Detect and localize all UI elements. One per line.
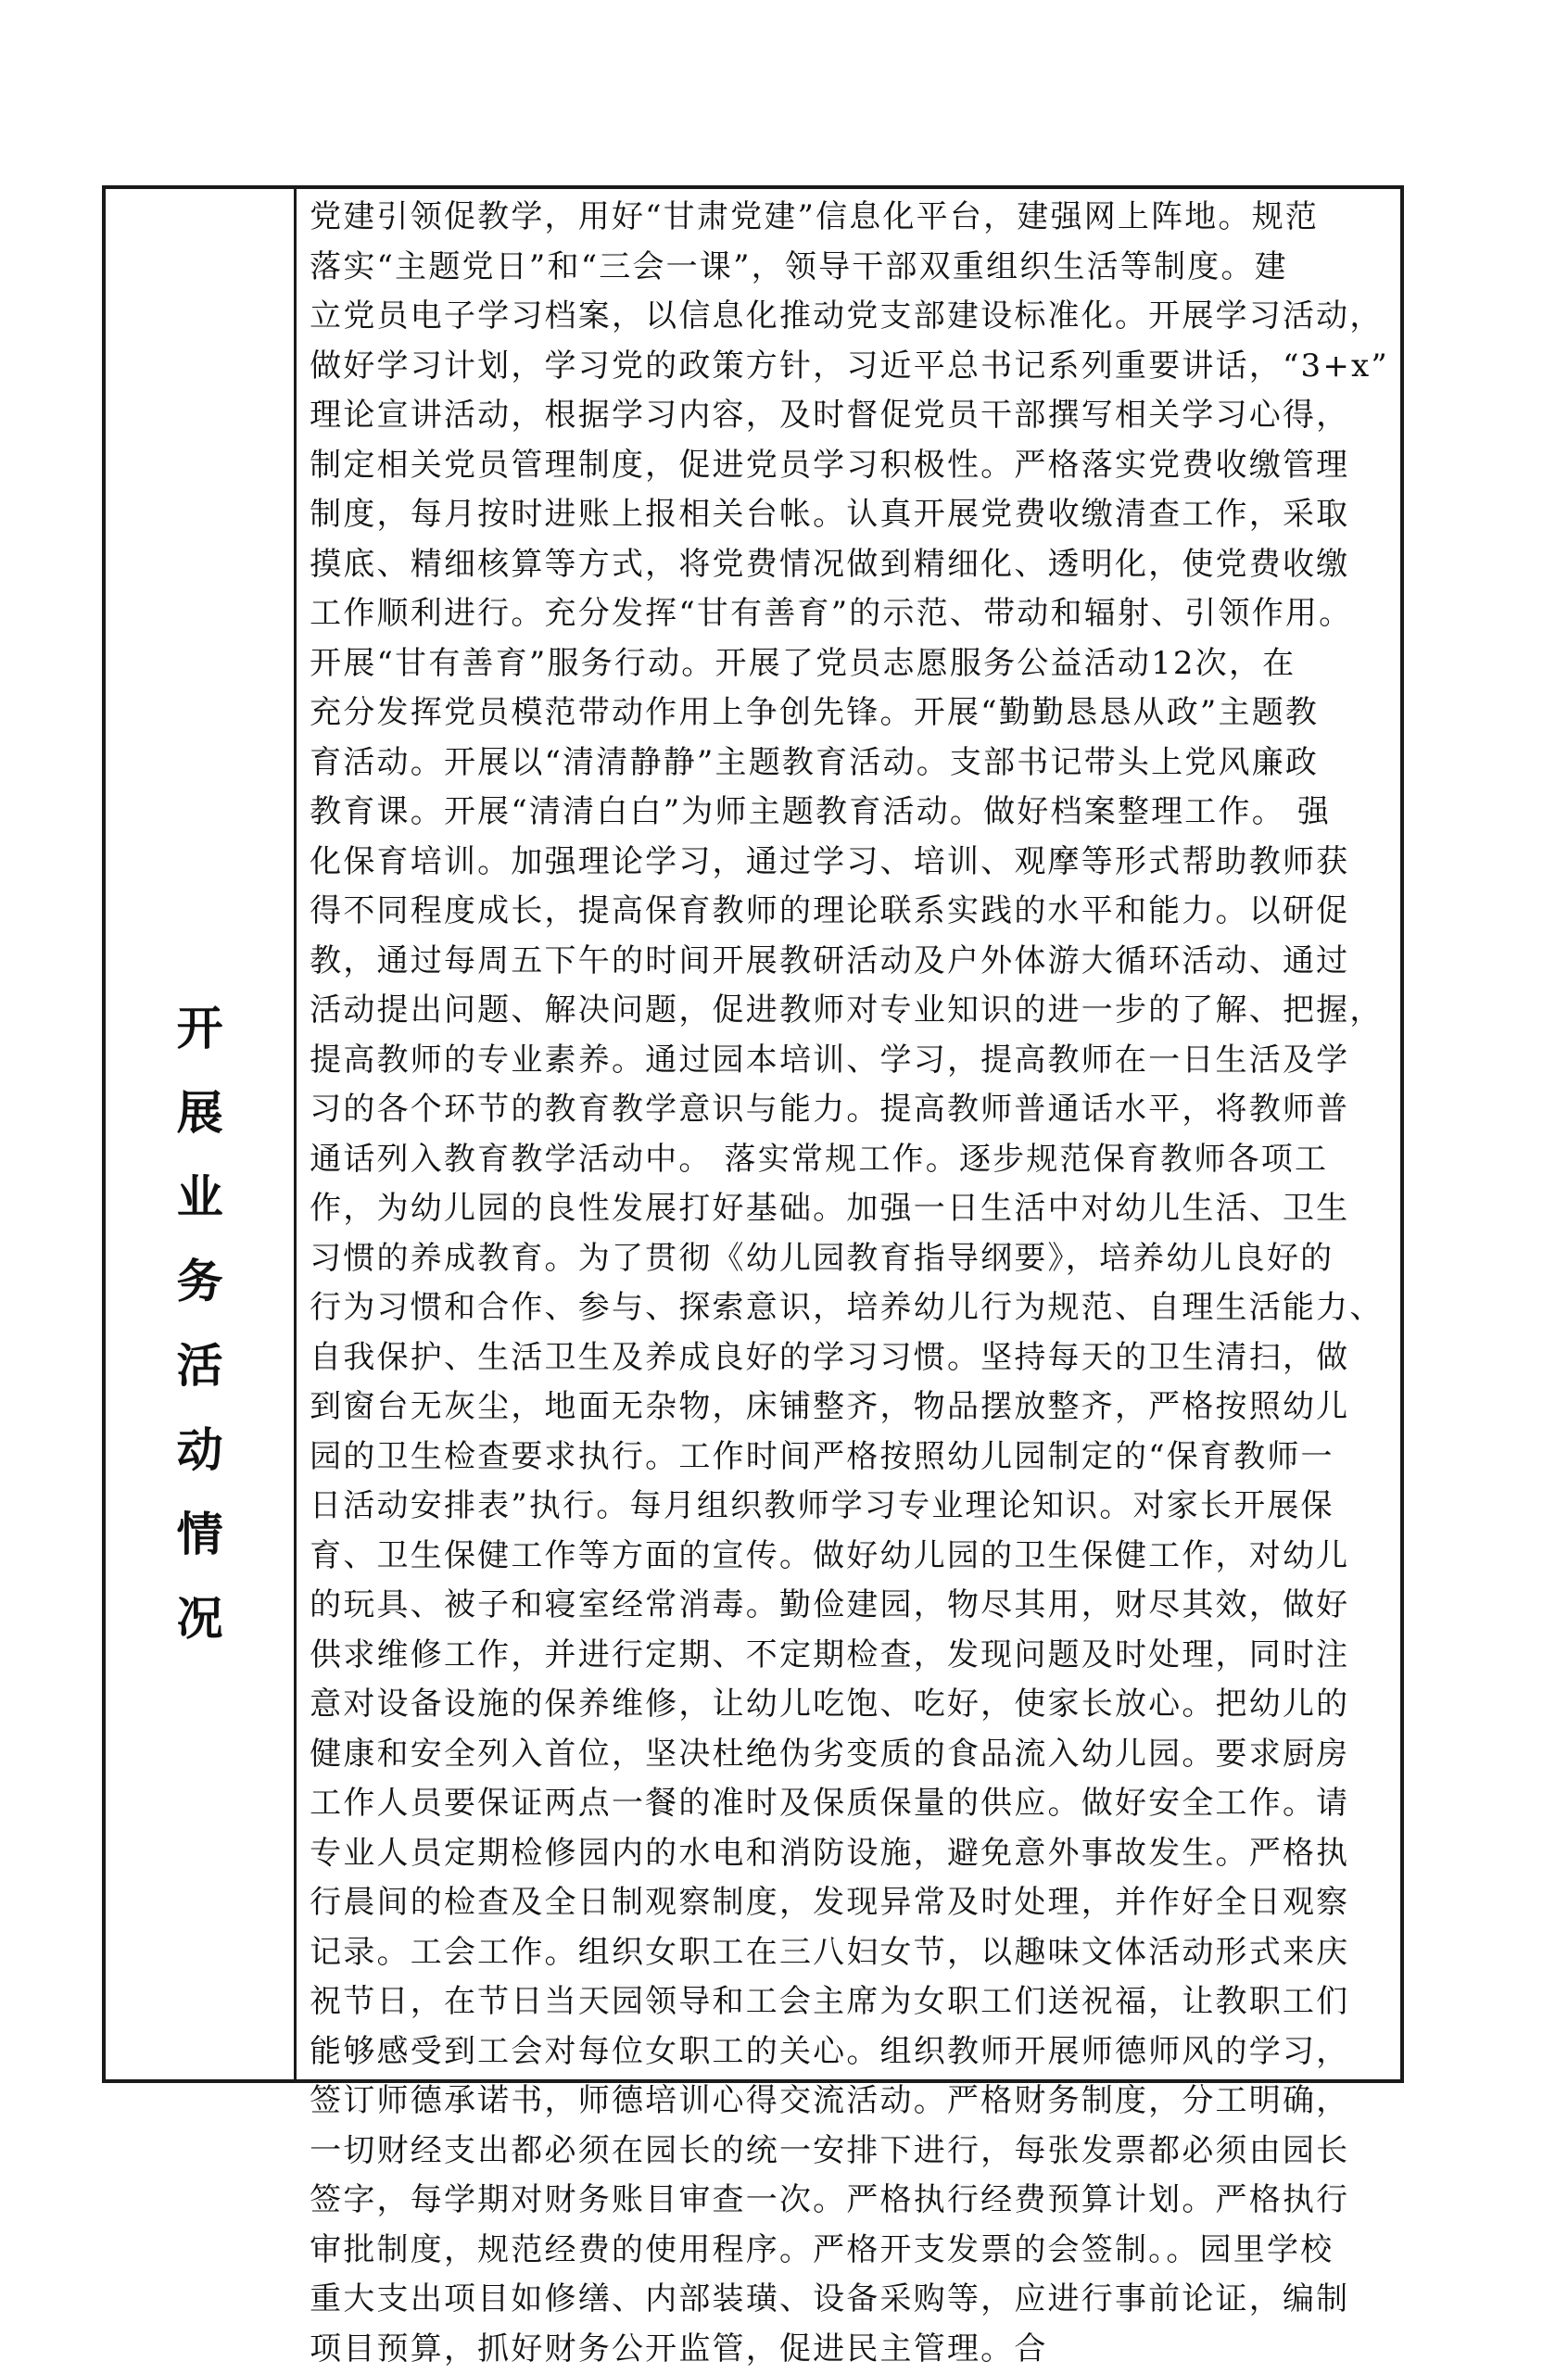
content-line: 作，为幼儿园的良性发展打好基础。加强一日生活中对幼儿生活、卫生 — [310, 1184, 1389, 1234]
content-line: 工作人员要保证两点一餐的准时及保质保量的供应。做好安全工作。请 — [310, 1779, 1389, 1829]
content-line: 祝节日，在节日当天园领导和工会主席为女职工们送祝福，让教职工们 — [310, 1977, 1389, 2027]
content-line: 审批制度，规范经费的使用程序。严格开支发票的会签制。。园里学校 — [310, 2226, 1389, 2276]
content-line: 摸底、精细核算等方式，将党费情况做到精细化、透明化，使党费收缴 — [310, 540, 1389, 590]
content-line: 签订师德承诺书，师德培训心得交流活动。严格财务制度，分工明确， — [310, 2077, 1389, 2127]
content-line: 重大支出项目如修缮、内部装璜、设备采购等，应进行事前论证，编制 — [310, 2275, 1389, 2325]
content-line: 能够感受到工会对每位女职工的关心。组织教师开展师德师风的学习， — [310, 2027, 1389, 2077]
content-line: 行晨间的检查及全日制观察制度，发现异常及时处理，并作好全日观察 — [310, 1878, 1389, 1928]
content-line: 的玩具、被子和寝室经常消毒。勤俭建园，物尽其用，财尽其效，做好 — [310, 1581, 1389, 1631]
content-line: 充分发挥党员模范带动作用上争创先锋。开展“勤勤恳恳从政”主题教 — [310, 688, 1389, 739]
content-line: 得不同程度成长，提高保育教师的理论联系实践的水平和能力。以研促 — [310, 887, 1389, 937]
content-line: 专业人员定期检修园内的水电和消防设施，避免意外事故发生。严格执 — [310, 1829, 1389, 1879]
content-line: 日活动安排表”执行。每月组织教师学习专业理论知识。对家长开展保 — [310, 1482, 1389, 1532]
section-label — [106, 986, 294, 1661]
section-label-char: 动 — [106, 1408, 294, 1492]
content-line: 意对设备设施的保养维修，让幼儿吃饱、吃好，使家长放心。把幼儿的 — [310, 1680, 1389, 1730]
section-label-char: 活 — [106, 1323, 294, 1408]
content-line: 习惯的养成教育。为了贯彻《幼儿园教育指导纲要》，培养幼儿良好的 — [310, 1234, 1389, 1284]
content-line: 育、卫生保健工作等方面的宣传。做好幼儿园的卫生保健工作，对幼儿 — [310, 1532, 1389, 1582]
content-line: 习的各个环节的教育教学意识与能力。提高教师普通话水平，将教师普 — [310, 1085, 1389, 1135]
content-line: 到窗台无灰尘，地面无杂物，床铺整齐，物品摆放整齐，严格按照幼儿 — [310, 1383, 1389, 1433]
section-label-char: 展 — [106, 1070, 294, 1155]
section-label-char: 业 — [106, 1155, 294, 1239]
content-line: 签字，每学期对财务账目审查一次。严格执行经费预算计划。严格执行 — [310, 2176, 1389, 2226]
content-line: 教育课。开展“清清白白”为师主题教育活动。做好档案整理工作。 强 — [310, 788, 1389, 838]
content-line: 落实“主题党日”和“三会一课”，领导干部双重组织生活等制度。建 — [310, 243, 1389, 293]
content-line: 一切财经支出都必须在园长的统一安排下进行，每张发票都必须由园长 — [310, 2127, 1389, 2177]
content-line: 开展“甘有善育”服务行动。开展了党员志愿服务公益活动12次，在 — [310, 639, 1389, 689]
content-line: 记录。工会工作。组织女职工在三八妇女节，以趣味文体活动形式来庆 — [310, 1928, 1389, 1978]
content-cell — [297, 189, 1400, 2079]
content-line: 制定相关党员管理制度，促进党员学习积极性。严格落实党费收缴管理 — [310, 441, 1389, 491]
content-line: 活动提出问题、解决问题，促进教师对专业知识的进一步的了解、把握， — [310, 986, 1389, 1036]
content-line: 工作顺利进行。充分发挥“甘有善育”的示范、带动和辐射、引领作用。 — [310, 589, 1389, 639]
content-line: 项目预算，抓好财务公开监管，促进民主管理。合 — [310, 2325, 1389, 2374]
section-label-char: 务 — [106, 1239, 294, 1323]
content-line: 育活动。开展以“清清静静”主题教育活动。支部书记带头上党风廉政 — [310, 739, 1389, 789]
section-label-char: 开 — [106, 986, 294, 1070]
section-label-char: 况 — [106, 1576, 294, 1661]
content-line: 制度，每月按时进账上报相关台帐。认真开展党费收缴清查工作，采取 — [310, 490, 1389, 540]
content-line: 立党员电子学习档案，以信息化推动党支部建设标准化。开展学习活动， — [310, 292, 1389, 342]
content-line: 提高教师的专业素养。通过园本培训、学习，提高教师在一日生活及学 — [310, 1036, 1389, 1086]
content-line: 理论宣讲活动，根据学习内容，及时督促党员干部撰写相关学习心得， — [310, 391, 1389, 441]
content-line: 供求维修工作，并进行定期、不定期检查，发现问题及时处理，同时注 — [310, 1631, 1389, 1681]
content-line: 健康和安全列入首位，坚决杜绝伪劣变质的食品流入幼儿园。要求厨房 — [310, 1730, 1389, 1780]
content-line: 行为习惯和合作、参与、探索意识，培养幼儿行为规范、自理生活能力、 — [310, 1283, 1389, 1333]
content-line: 化保育培训。加强理论学习，通过学习、培训、观摩等形式帮助教师获 — [310, 838, 1389, 888]
section-label-cell — [106, 189, 297, 2079]
section-label-char: 情 — [106, 1492, 294, 1576]
content-line: 园的卫生检查要求执行。工作时间严格按照幼儿园制定的“保育教师一 — [310, 1433, 1389, 1483]
content-line: 通话列入教育教学活动中。 落实常规工作。逐步规范保育教师各项工 — [310, 1135, 1389, 1185]
content-line: 做好学习计划，学习党的政策方针，习近平总书记系列重要讲话，“3+x” — [310, 342, 1389, 392]
form-table — [102, 185, 1404, 2083]
content-line: 党建引领促教学，用好“甘肃党建”信息化平台，建强网上阵地。规范 — [310, 193, 1389, 243]
content-line: 教，通过每周五下午的时间开展教研活动及户外体游大循环活动、通过 — [310, 937, 1389, 987]
content-line: 自我保护、生活卫生及养成良好的学习习惯。坚持每天的卫生清扫，做 — [310, 1333, 1389, 1383]
